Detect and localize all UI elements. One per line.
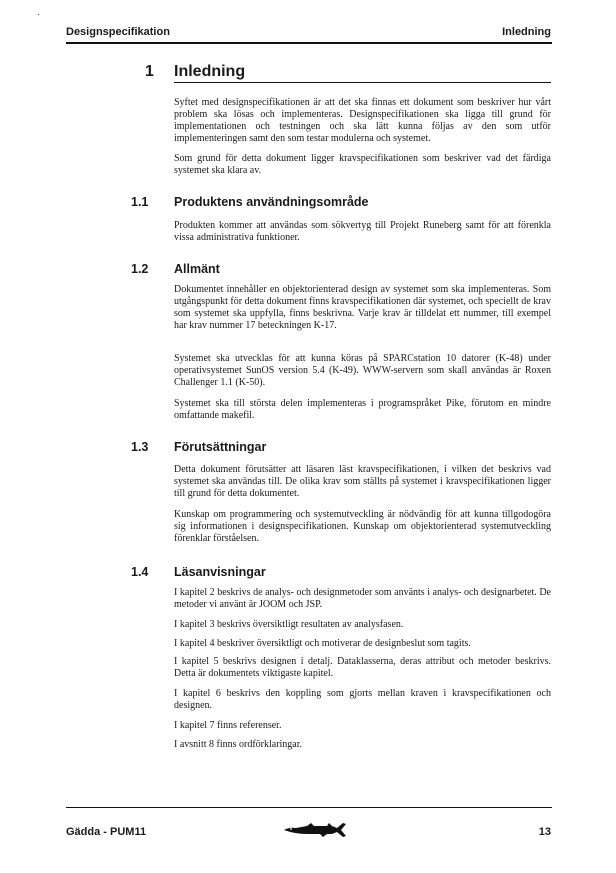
paragraph: I kapitel 2 beskrivs de analys- och designmetoder som använts i analys- och designarbetet. De metoder vi använt är JOOM och JSP. bbox=[174, 587, 551, 610]
scan-speck bbox=[38, 14, 39, 15]
paragraph: Kunskap om programmering och systemutveckling är nödvändig för att kunna tillgodogöra sig informationen i designspecifikationen. Kunskap om objektorienterad systemutveckling förenklar förståelsen. bbox=[174, 509, 551, 544]
paragraph: Systemet ska till största delen implementeras i programspråket Pike, förutom en mindre omfattande makefil. bbox=[174, 398, 551, 421]
paragraph: I avsnitt 8 finns ordförklaringar. bbox=[174, 739, 303, 750]
section-number: 1.2 bbox=[131, 262, 149, 276]
paragraph: Syftet med designspecifikationen är att det ska finnas ett dokument som beskriver hur vårt problem ska lösas och implementeras. Designspecifikationen ska ligga till grund för implementationen och testningen och ska lätt kunna följas av den som utför implementeringen samt den som testar modulerna och systemet. bbox=[174, 97, 551, 144]
chapter-rule bbox=[174, 82, 551, 83]
chapter-title: Inledning bbox=[174, 63, 246, 80]
section-number: 1.1 bbox=[131, 195, 149, 209]
header-document-title: Designspecifikation bbox=[66, 26, 170, 38]
section-number: 1.4 bbox=[131, 565, 149, 579]
header-rule bbox=[66, 42, 552, 44]
paragraph: I kapitel 3 beskrivs översiktligt resultaten av analysfasen. bbox=[174, 619, 404, 630]
header-chapter-title: Inledning bbox=[502, 26, 551, 38]
paragraph: I kapitel 4 beskriver översiktligt och motiverar de designbeslut som tagits. bbox=[174, 638, 471, 649]
chapter-number: 1 bbox=[145, 63, 154, 80]
pike-fish-icon bbox=[283, 820, 349, 840]
section-title: Produktens användningsområde bbox=[174, 195, 369, 209]
running-header bbox=[66, 26, 551, 41]
footer-project-name: Gädda - PUM11 bbox=[66, 826, 147, 838]
section-title: Förutsättningar bbox=[174, 440, 267, 454]
paragraph: Detta dokument förutsätter att läsaren läst kravspecifikationen, i vilken det beskrivs vad systemet ska användas till. De olika krav som ställts på systemet i kravspecifikationen ligger till grund för detta dokumentet. bbox=[174, 464, 551, 499]
footer-rule bbox=[66, 807, 552, 808]
paragraph: Systemet ska utvecklas för att kunna köras på SPARCstation 10 datorer (K-48) under operativsystemet SunOS version 5.4 (K-49). WWW-servern som skall användas är Roxen Challenger 1.1 (K-50). bbox=[174, 353, 551, 388]
paragraph: I kapitel 6 beskrivs den koppling som gjorts mellan kraven i kravspecifikationen och designen. bbox=[174, 688, 551, 711]
paragraph: I kapitel 5 beskrivs designen i detalj. Dataklasserna, deras attribut och metoder beskrivs. Detta är dokumentets viktigaste kapitel. bbox=[174, 656, 551, 679]
paragraph: Som grund för detta dokument ligger kravspecifikationen som beskriver vad det färdiga systemet ska klara av. bbox=[174, 153, 551, 176]
paragraph: Produkten kommer att användas som sökvertyg till Projekt Runeberg samt för att förenkla vissa administrativa funktioner. bbox=[174, 220, 551, 243]
paragraph: Dokumentet innehåller en objektorienterad design av systemet som ska implementeras. Som utgångspunkt för detta dokument finns kravspecifikationen där systemet, och speciellt de krav som systemet ska uppfylla, finns beskrivna. Varje krav är tilldelat ett nummer, till exempel har krav nummer 17 beteckningen K-17. bbox=[174, 284, 551, 331]
page-number: 13 bbox=[538, 826, 551, 838]
section-title: Läsanvisningar bbox=[174, 565, 266, 579]
section-number: 1.3 bbox=[131, 440, 149, 454]
paragraph: I kapitel 7 finns referenser. bbox=[174, 720, 282, 731]
section-title: Allmänt bbox=[174, 262, 220, 276]
